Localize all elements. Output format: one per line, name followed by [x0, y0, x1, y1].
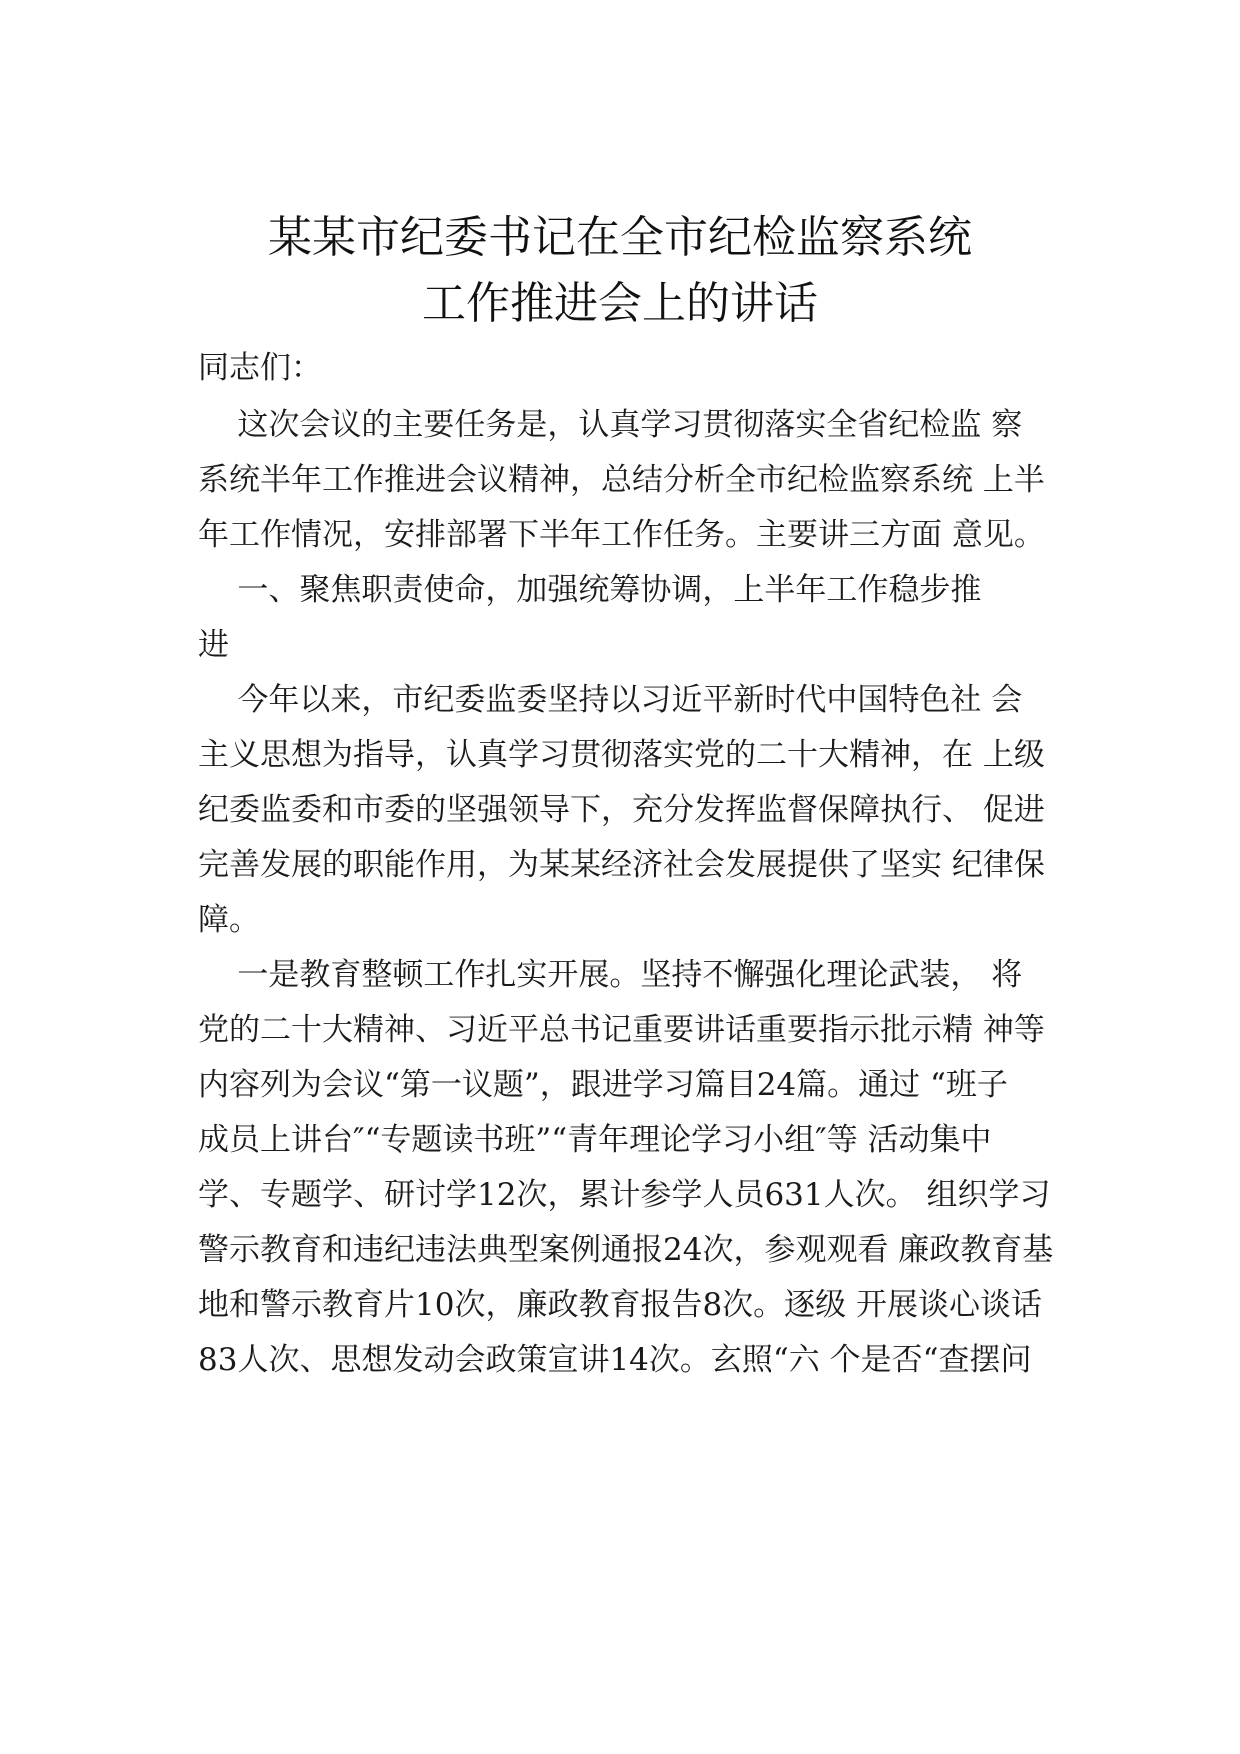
body-line: 83人次、思想发动会政策宣讲14次。玄照“六 个是否“查摆问: [198, 1342, 1032, 1378]
body-line: 今年以来，市纪委监委坚持以习近平新时代中国特色社 会: [198, 682, 1023, 718]
body-line: 地和警示教育片10次，廉政教育报告8次。逐级 开展谈心谈话: [198, 1287, 1043, 1323]
body-line: 系统半年工作推进会议精神，总结分析全市纪检监察系统 上半: [198, 462, 1045, 498]
body-line: 主义思想为指导，认真学习贯彻落实党的二十大精神，在 上级: [198, 737, 1045, 773]
section-heading-line: 一、聚焦职责使命，加强统筹协调，上半年工作稳步推: [198, 572, 982, 608]
section-heading-line: 进: [198, 627, 229, 663]
salutation: 同志们：: [198, 350, 322, 386]
body-line: 内容列为会议“第一议题”，跟进学习篇目24篇。通过 “班子: [198, 1067, 1008, 1103]
body-line: 学、专题学、研讨学12次，累计参学人员631人次。 组织学习: [198, 1177, 1051, 1213]
body-line: 成员上讲台″“专题读书班”“青年理论学习小组″等 活动集中: [198, 1122, 992, 1158]
body-line: 警示教育和违纪违法典型案例通报24次，参观观看 廉政教育基: [198, 1232, 1054, 1268]
document-title-line-1: 某某市纪委书记在全市纪检监察系统: [268, 212, 972, 263]
body-line: 这次会议的主要任务是，认真学习贯彻落实全省纪检监 察: [198, 407, 1023, 443]
document-title-line-2: 工作推进会上的讲话: [422, 278, 818, 329]
body-line: 完善发展的职能作用，为某某经济社会发展提供了坚实 纪律保: [198, 847, 1045, 883]
body-line: 年工作情况，安排部署下半年工作任务。主要讲三方面 意见。: [198, 517, 1045, 553]
body-line: 党的二十大精神、习近平总书记重要讲话重要指示批示精 神等: [198, 1012, 1045, 1048]
body-line: 一是教育整顿工作扎实开展。坚持不懈强化理论武装， 将: [198, 957, 1023, 993]
body-line: 纪委监委和市委的坚强领导下，充分发挥监督保障执行、 促进: [198, 792, 1045, 828]
body-line: 障。: [198, 902, 260, 938]
